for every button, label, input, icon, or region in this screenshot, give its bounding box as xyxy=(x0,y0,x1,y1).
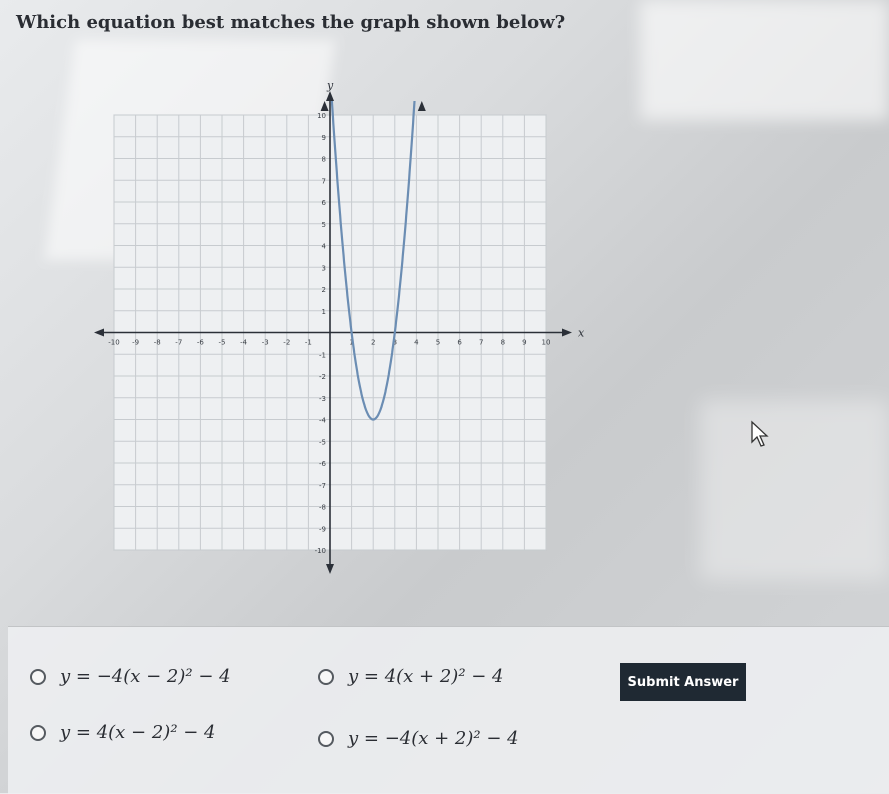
x-tick-label: -9 xyxy=(132,338,140,347)
y-tick-label: -7 xyxy=(319,481,326,490)
screen-glare xyxy=(700,400,889,580)
mouse-cursor-icon xyxy=(750,420,772,448)
option-label: y = −4(x − 2)² − 4 xyxy=(60,666,231,687)
y-tick-label: -4 xyxy=(319,416,326,425)
y-tick-label: -3 xyxy=(319,394,326,403)
y-tick-label: -10 xyxy=(314,547,326,555)
x-tick-label: 9 xyxy=(522,338,527,347)
x-tick-label: -7 xyxy=(175,338,183,347)
y-tick-label: 10 xyxy=(317,112,326,120)
x-tick-label: -5 xyxy=(218,338,226,347)
x-tick-label: 3 xyxy=(392,338,398,347)
y-tick-label: 9 xyxy=(321,133,326,142)
x-axis-label: x xyxy=(578,326,585,340)
parabola-graph xyxy=(96,79,586,580)
y-tick-label: -1 xyxy=(319,351,326,360)
curve-arrow xyxy=(418,101,426,111)
x-tick-label: 4 xyxy=(414,338,419,347)
x-tick-label: -3 xyxy=(261,338,269,347)
y-tick-label: 4 xyxy=(321,242,326,251)
y-axis-arrow xyxy=(326,564,334,574)
y-tick-label: 8 xyxy=(321,155,326,164)
option-label: y = 4(x + 2)² − 4 xyxy=(348,666,504,687)
x-tick-label: -6 xyxy=(196,338,204,347)
x-tick-label: -1 xyxy=(304,338,312,347)
x-tick-label: -10 xyxy=(108,338,120,347)
x-tick-label: 8 xyxy=(500,338,506,347)
submit-answer-button[interactable]: Submit Answer xyxy=(620,663,746,701)
y-tick-label: -6 xyxy=(319,460,326,468)
option-label: y = 4(x − 2)² − 4 xyxy=(60,722,216,743)
answer-panel xyxy=(8,626,889,794)
radio-button[interactable] xyxy=(30,669,46,685)
y-axis-arrow xyxy=(326,91,334,101)
option-d[interactable] xyxy=(318,728,519,749)
x-tick-label: 1 xyxy=(349,338,354,347)
x-tick-label: 7 xyxy=(478,338,484,347)
option-b[interactable] xyxy=(318,666,504,687)
y-tick-label: -5 xyxy=(319,438,326,447)
y-tick-label: -2 xyxy=(319,373,326,381)
y-tick-label: -8 xyxy=(319,503,326,512)
y-tick-label: 6 xyxy=(321,199,326,207)
x-axis-arrow xyxy=(562,329,572,337)
x-axis-arrow xyxy=(94,329,104,337)
radio-button[interactable] xyxy=(30,725,46,741)
curve-arrow xyxy=(321,101,329,111)
screen-glare xyxy=(640,0,889,120)
y-tick-label: 1 xyxy=(321,307,326,316)
y-tick-label: 7 xyxy=(321,177,326,186)
y-tick-label: 2 xyxy=(321,286,326,294)
x-tick-label: -4 xyxy=(240,338,248,347)
x-tick-label: 6 xyxy=(457,338,462,347)
radio-button[interactable] xyxy=(318,669,334,685)
question-text: Which equation best matches the graph shown below? xyxy=(16,12,566,33)
x-tick-label: -8 xyxy=(153,338,161,347)
x-tick-label: 5 xyxy=(435,338,441,347)
y-tick-label: -9 xyxy=(319,525,326,534)
option-a[interactable] xyxy=(30,666,231,687)
x-tick-label: 2 xyxy=(370,338,376,347)
option-label: y = −4(x + 2)² − 4 xyxy=(348,728,519,749)
y-tick-label: 5 xyxy=(321,220,326,229)
y-tick-label: 3 xyxy=(321,264,326,273)
x-tick-label: 10 xyxy=(541,338,551,347)
x-tick-label: -2 xyxy=(283,338,291,347)
y-axis-label: y xyxy=(327,79,334,92)
option-c[interactable] xyxy=(30,722,216,743)
radio-button[interactable] xyxy=(318,731,334,747)
